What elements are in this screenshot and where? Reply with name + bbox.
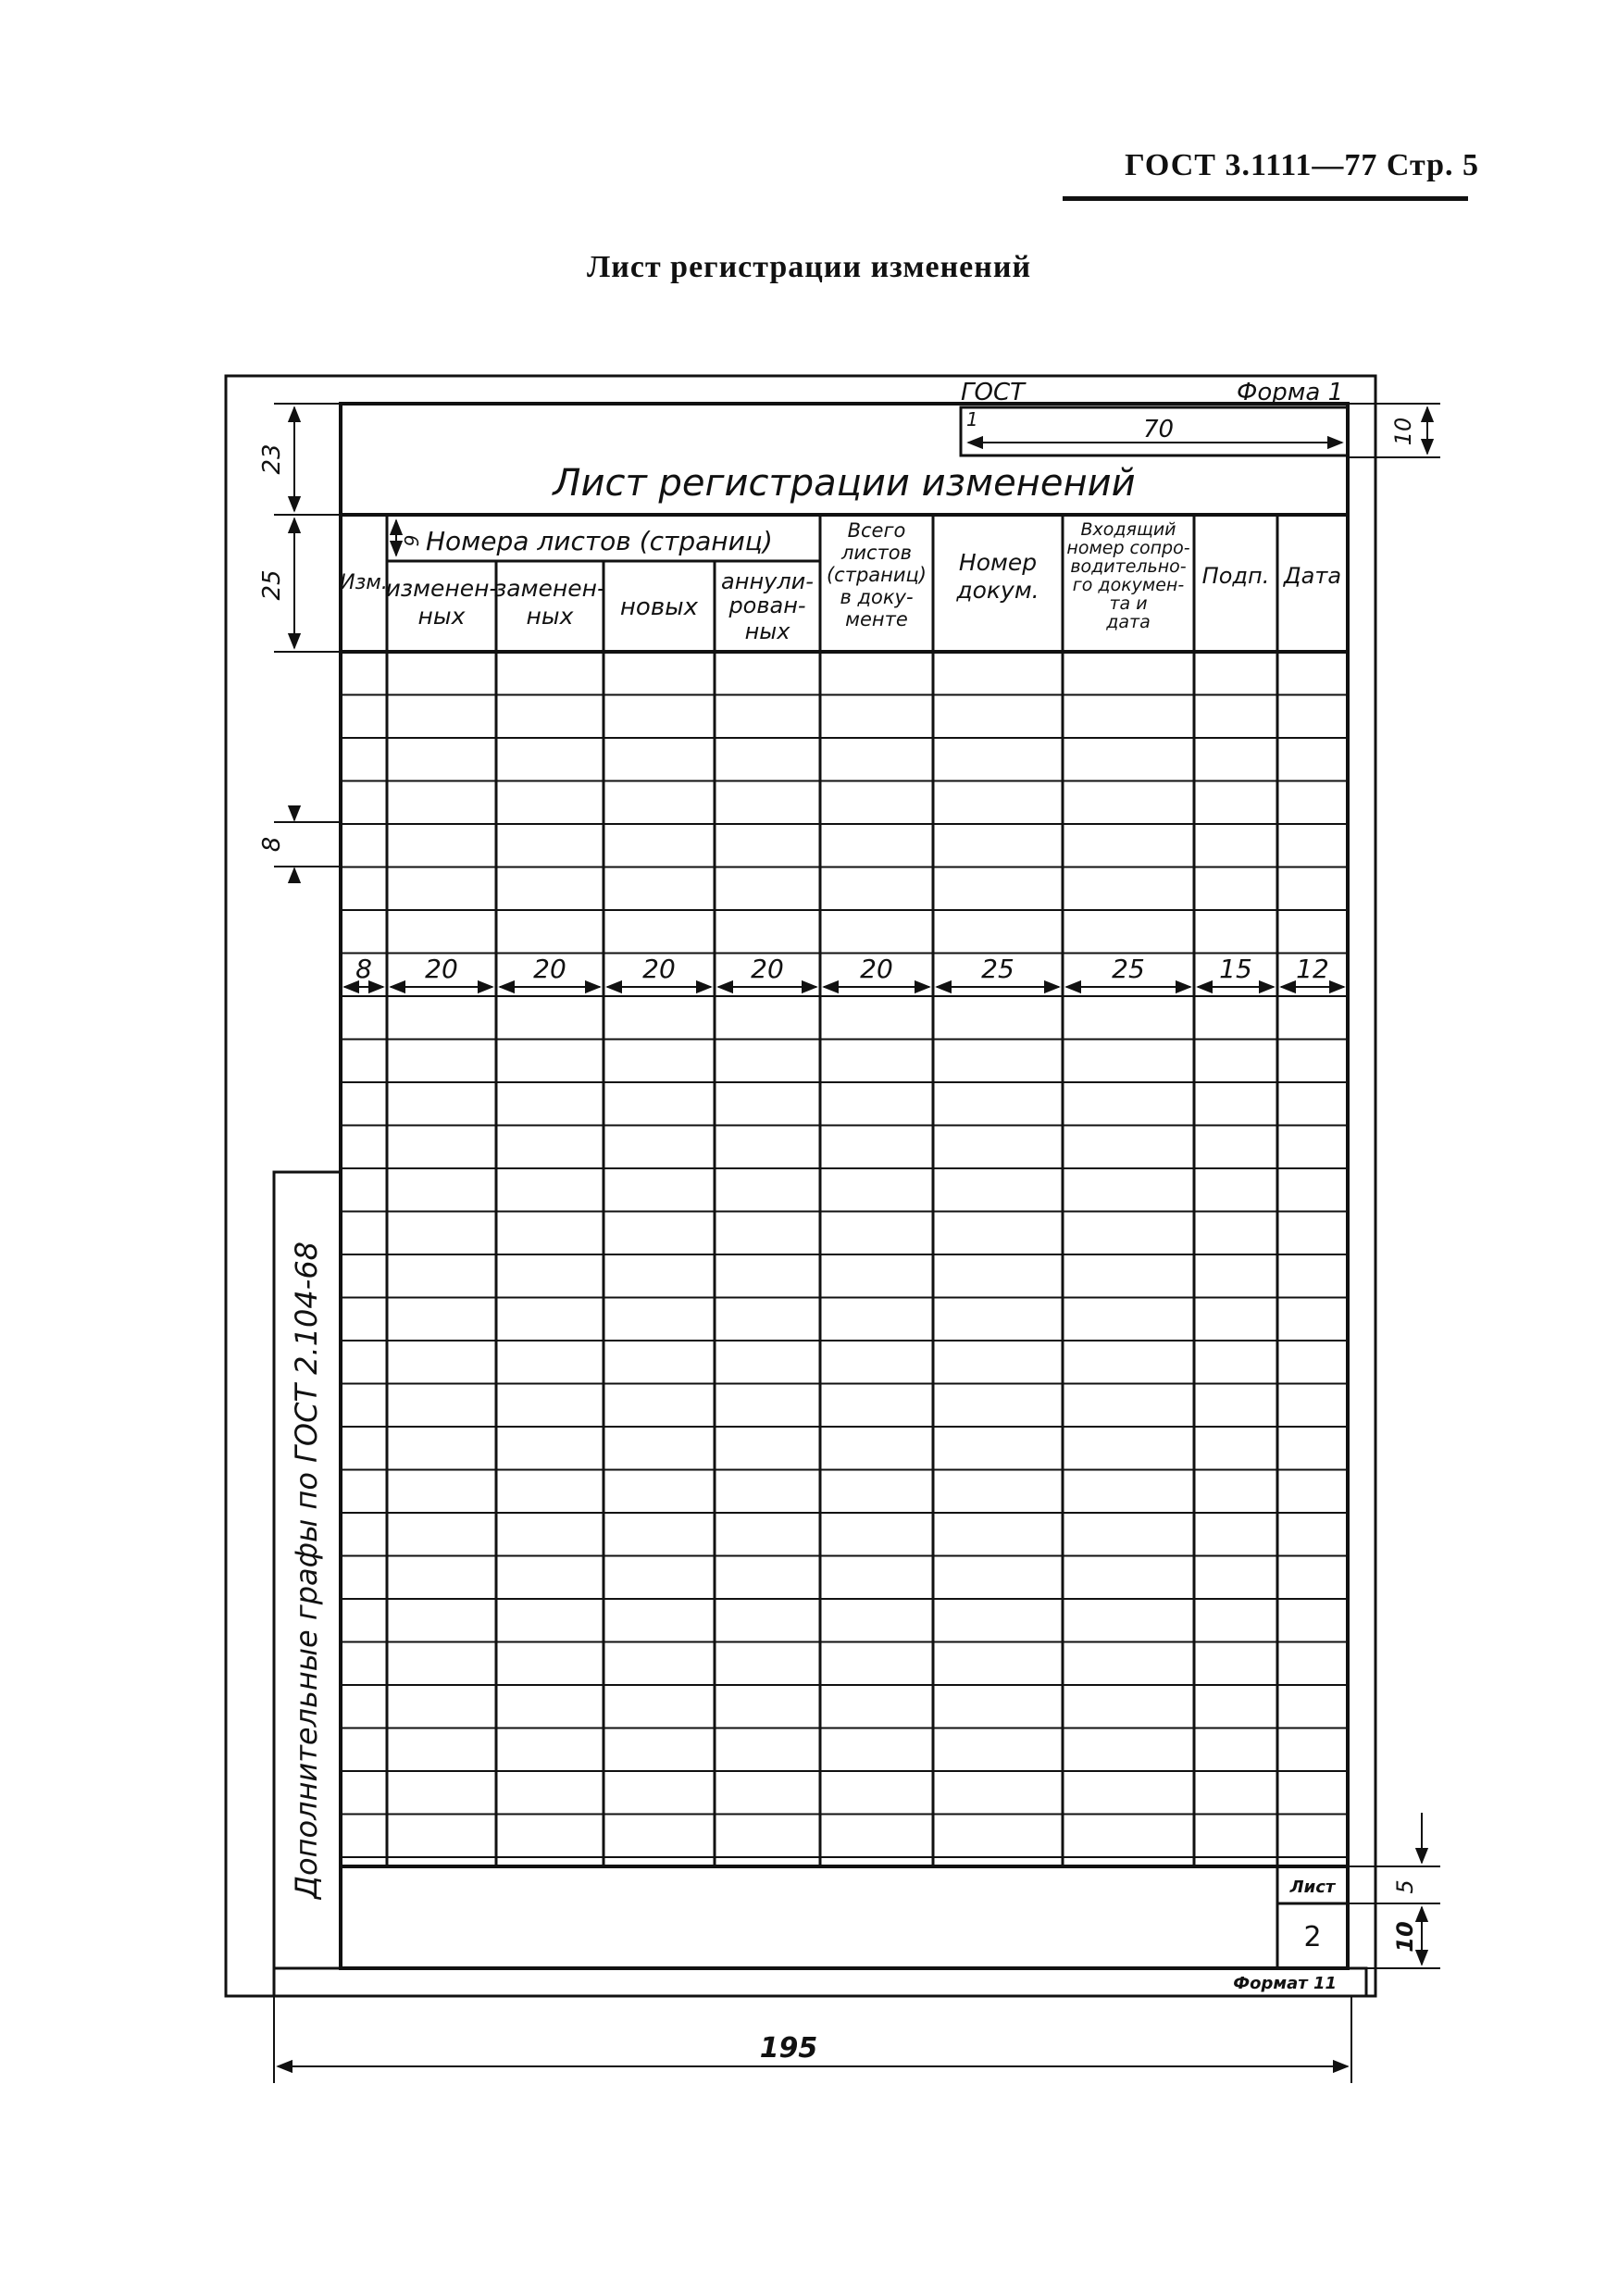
dim-row: 8: [258, 836, 286, 853]
width-dim-7: 25: [981, 954, 1014, 984]
sheet-label: Лист: [1289, 1878, 1336, 1897]
width-dim-9: 15: [1219, 954, 1252, 984]
page-header: ГОСТ 3.1111—77 Стр. 5: [1125, 148, 1479, 182]
stamp-width-label: 70: [1143, 416, 1175, 443]
col-vhod-4: го докумен-: [1072, 575, 1185, 595]
col-data: Дата: [1283, 563, 1342, 589]
width-dim-2: 20: [425, 954, 458, 984]
col-nomer-1: Номер: [958, 549, 1038, 576]
width-dim-4: 20: [642, 954, 676, 984]
dim-bottom-small: 5: [1392, 1879, 1418, 1894]
stamp-box-number: 1: [966, 408, 978, 430]
width-dim-6: 20: [860, 954, 893, 984]
table-rows: [341, 695, 1348, 1858]
col-izmenennyh-1: изменен-: [385, 575, 498, 602]
col-vsego-1: Всего: [847, 519, 906, 542]
col-vhod-5: та и: [1109, 593, 1148, 614]
width-dim-3: 20: [533, 954, 566, 984]
form-label: Форма 1: [1237, 379, 1344, 406]
side-note: Дополнительные графы по ГОСТ 2.104-68: [289, 1241, 324, 1900]
col-vsego-2: листов: [840, 542, 913, 564]
col-podp: Подп.: [1201, 563, 1270, 589]
col-annul-3: ных: [744, 618, 790, 644]
col-vhod-2: номер сопро-: [1066, 538, 1190, 558]
outer-border: [226, 376, 1375, 1996]
col-vhod-6: дата: [1106, 612, 1151, 632]
width-dim-10: 12: [1296, 954, 1329, 984]
width-dimension-row: [355, 954, 1329, 984]
col-zamenennyh-1: заменен-: [494, 575, 605, 602]
format-label: Формат 11: [1233, 1974, 1337, 1993]
dim-bottom-large: 10: [1392, 1921, 1418, 1953]
col-vsego-3: (страниц): [826, 564, 927, 586]
form-frame: [341, 404, 1348, 1968]
form-title: Лист регистрации изменений: [553, 462, 1136, 505]
col-vsego-5: менте: [845, 608, 908, 630]
dim-group-header: 9: [401, 534, 423, 547]
col-izm: Изм.: [340, 571, 388, 594]
col-vhod-1: Входящий: [1080, 519, 1176, 540]
gost-label: ГОСТ: [961, 379, 1025, 406]
dim-top-band: 23: [258, 443, 286, 475]
dim-stamp-height: 10: [1390, 417, 1416, 446]
column-dividers: [387, 515, 1277, 1968]
col-vsego-4: в доку-: [840, 586, 914, 608]
width-dim-5: 20: [751, 954, 784, 984]
col-annul-1: аннули-: [721, 568, 814, 594]
format-strip: [274, 1968, 1366, 1996]
col-izmenennyh-2: ных: [417, 603, 466, 630]
width-dim-1: 8: [355, 954, 372, 984]
sheet-number: 2: [1303, 1921, 1322, 1953]
col-nomer-2: докум.: [956, 577, 1039, 604]
col-annul-2: рован-: [728, 593, 806, 618]
width-dim-8: 25: [1112, 954, 1145, 984]
col-zamenennyh-2: ных: [526, 603, 574, 630]
group-header: Номера листов (страниц): [426, 526, 773, 556]
dim-header: 25: [258, 569, 286, 601]
col-vhod-3: водительно-: [1070, 556, 1187, 577]
col-novyh: новых: [619, 593, 699, 621]
page-title: Лист регистрации изменений: [586, 250, 1032, 284]
overall-width-label: 195: [759, 2032, 818, 2065]
